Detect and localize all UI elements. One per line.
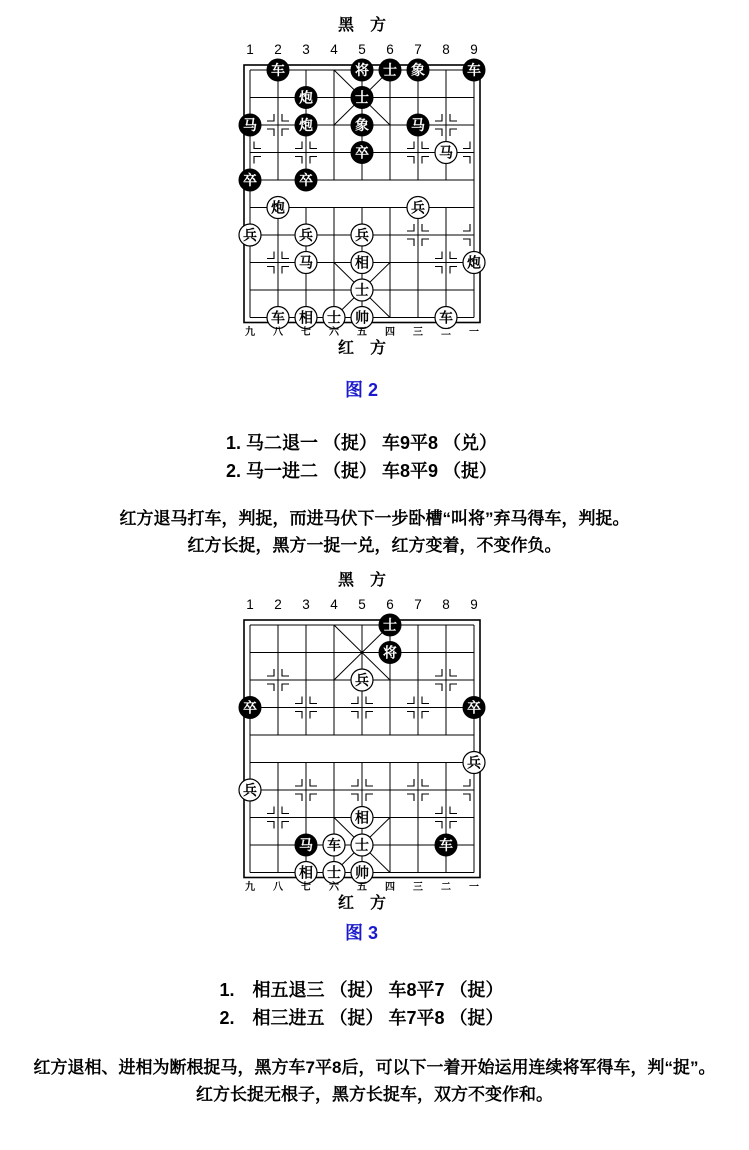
piece-red-车 [267, 307, 289, 329]
figure-3-block [0, 563, 749, 1108]
column-number-top: 8 [441, 42, 450, 57]
piece-character: 士 [382, 62, 397, 78]
piece-character: 炮 [466, 254, 481, 271]
column-number-top: 6 [385, 42, 394, 57]
piece-black-象 [407, 59, 429, 81]
column-number-bottom: 四 [384, 882, 395, 893]
column-number-bottom: 七 [300, 327, 311, 338]
column-number-top: 2 [273, 42, 282, 57]
position-markers [267, 669, 470, 829]
piece-character: 相 [298, 864, 313, 881]
column-number-bottom: 三 [412, 882, 423, 893]
column-number-bottom: 八 [272, 327, 283, 338]
piece-red-炮 [463, 252, 485, 274]
piece-black-卒 [239, 697, 261, 719]
move-line: 1. 马二退一 （捉） 车9平8 （兑） [225, 433, 498, 453]
column-number-top: 9 [469, 42, 478, 57]
piece-character: 兵 [466, 754, 481, 771]
piece-character: 帅 [354, 864, 369, 881]
piece-character: 马 [242, 117, 257, 133]
piece-black-车 [267, 59, 289, 81]
xiangqi-board-figure-2 [230, 8, 494, 360]
commentary-paragraph: 红方长捉，黑方一捉一兑，红方变着，不变作负。 [187, 536, 562, 555]
figure-2-move-list [0, 429, 736, 485]
piece-red-士 [351, 279, 373, 301]
piece-character: 马 [298, 254, 313, 271]
figure-3-commentary [33, 1054, 717, 1108]
piece-black-车 [435, 834, 457, 856]
piece-character: 士 [354, 837, 369, 853]
piece-character: 兵 [410, 199, 425, 216]
commentary-paragraph: 红方长捉无根子，黑方长捉车，双方不变作和。 [196, 1085, 553, 1104]
piece-black-卒 [351, 142, 373, 164]
piece-red-马 [295, 252, 317, 274]
piece-black-卒 [239, 169, 261, 191]
column-number-bottom: 二 [440, 882, 451, 893]
column-number-bottom: 一 [468, 882, 479, 893]
piece-black-炮 [295, 87, 317, 109]
piece-character: 士 [354, 282, 369, 298]
piece-red-车 [323, 834, 345, 856]
column-number-bottom: 三 [412, 327, 423, 338]
column-number-bottom: 九 [244, 327, 255, 338]
move-line: 2. 相三进五 （捉） 车7平8 （捉） [219, 1008, 504, 1028]
xiangqi-board-figure-3 [230, 563, 494, 915]
piece-red-兵 [407, 197, 429, 219]
piece-character: 炮 [298, 117, 313, 133]
piece-red-炮 [267, 197, 289, 219]
column-number-top: 1 [245, 597, 254, 612]
piece-red-兵 [351, 224, 373, 246]
piece-red-士 [351, 834, 373, 856]
figure-2-commentary [33, 505, 717, 559]
column-number-top: 1 [245, 42, 254, 57]
column-number-top: 4 [329, 597, 338, 612]
piece-red-相 [295, 307, 317, 329]
column-number-top: 9 [469, 597, 478, 612]
piece-character: 将 [382, 644, 397, 661]
piece-character: 炮 [298, 89, 313, 106]
piece-character: 卒 [242, 699, 257, 716]
figure-2-block [0, 8, 749, 559]
piece-character: 帅 [354, 309, 369, 326]
piece-black-马 [295, 834, 317, 856]
piece-character: 车 [438, 837, 453, 853]
piece-character: 士 [326, 309, 341, 326]
piece-character: 将 [354, 62, 369, 78]
piece-black-马 [407, 114, 429, 136]
move-line: 1. 相五退三 （捉） 车8平7 （捉） [219, 980, 504, 1000]
piece-red-兵 [463, 752, 485, 774]
column-number-top: 5 [357, 597, 366, 612]
piece-character: 相 [298, 309, 313, 326]
piece-character: 兵 [298, 227, 313, 243]
piece-character: 卒 [298, 172, 313, 188]
commentary-paragraph: 红方退马打车，判捉，而进马伏下一步卧槽“叫将”弃马得车，判捉。 [119, 509, 630, 528]
column-number-top: 4 [329, 42, 338, 57]
column-number-bottom: 六 [328, 882, 339, 893]
piece-black-炮 [295, 114, 317, 136]
piece-red-相 [295, 862, 317, 884]
black-side-label: 黑 方 [337, 572, 386, 589]
piece-character: 车 [438, 309, 453, 326]
piece-red-士 [323, 307, 345, 329]
column-number-top: 7 [413, 597, 422, 612]
piece-character: 象 [410, 62, 425, 78]
piece-character: 车 [326, 837, 341, 853]
piece-character: 卒 [466, 699, 481, 716]
piece-character: 象 [354, 117, 369, 133]
piece-black-将 [379, 642, 401, 664]
piece-character: 车 [270, 309, 285, 326]
piece-character: 车 [270, 62, 285, 78]
piece-red-士 [323, 862, 345, 884]
piece-character: 卒 [242, 172, 257, 188]
piece-black-士 [379, 59, 401, 81]
piece-black-卒 [463, 697, 485, 719]
piece-character: 马 [410, 117, 425, 133]
piece-black-将 [351, 59, 373, 81]
figure-3-caption: 图 3 [344, 923, 378, 943]
column-number-bottom: 六 [328, 327, 339, 338]
column-number-bottom: 四 [384, 327, 395, 338]
piece-black-车 [463, 59, 485, 81]
piece-character: 士 [326, 864, 341, 881]
column-number-top: 8 [441, 597, 450, 612]
move-line: 2. 马一进二 （捉） 车8平9 （捉） [225, 461, 498, 481]
piece-red-兵 [239, 224, 261, 246]
red-side-label: 红 方 [337, 895, 386, 912]
piece-character: 兵 [354, 672, 369, 688]
piece-black-象 [351, 114, 373, 136]
column-number-bottom: 二 [440, 327, 451, 338]
column-number-top: 5 [357, 42, 366, 57]
column-number-bottom: 七 [300, 882, 311, 893]
piece-character: 车 [466, 62, 481, 78]
column-number-bottom: 一 [468, 327, 479, 338]
figure-2-center-column [0, 8, 736, 485]
piece-character: 卒 [354, 144, 369, 161]
piece-character: 马 [298, 837, 313, 853]
piece-character: 士 [382, 617, 397, 633]
column-number-bottom: 八 [272, 882, 283, 893]
piece-character: 相 [354, 254, 369, 271]
piece-black-卒 [295, 169, 317, 191]
commentary-paragraph: 红方退相、进相为断根捉马，黑方车7平8后，可以下一着开始运用连续将军得车，判“捉”。 [33, 1058, 716, 1077]
piece-character: 兵 [242, 227, 257, 243]
figure-3-move-list [0, 976, 736, 1032]
piece-red-车 [435, 307, 457, 329]
piece-red-帅 [351, 862, 373, 884]
column-number-top: 3 [301, 597, 310, 612]
column-number-top: 3 [301, 42, 310, 57]
piece-red-帅 [351, 307, 373, 329]
piece-red-相 [351, 252, 373, 274]
piece-character: 兵 [354, 227, 369, 243]
piece-red-兵 [295, 224, 317, 246]
piece-black-士 [379, 614, 401, 636]
piece-character: 相 [354, 809, 369, 826]
column-number-top: 2 [273, 597, 282, 612]
column-number-top: 6 [385, 597, 394, 612]
piece-red-马 [435, 142, 457, 164]
column-number-top: 7 [413, 42, 422, 57]
red-side-label: 红 方 [337, 340, 386, 357]
piece-black-马 [239, 114, 261, 136]
column-number-bottom: 五 [356, 327, 367, 338]
piece-character: 兵 [242, 782, 257, 798]
piece-red-兵 [351, 669, 373, 691]
column-number-bottom: 五 [356, 882, 367, 893]
figure-3-center-column [0, 563, 736, 1032]
piece-character: 士 [354, 89, 369, 106]
figure-2-caption: 图 2 [344, 380, 378, 400]
column-number-bottom: 九 [244, 882, 255, 893]
piece-character: 马 [438, 144, 453, 161]
black-side-label: 黑 方 [337, 17, 386, 34]
piece-black-士 [351, 87, 373, 109]
piece-red-兵 [239, 779, 261, 801]
piece-character: 炮 [270, 199, 285, 216]
piece-red-相 [351, 807, 373, 829]
